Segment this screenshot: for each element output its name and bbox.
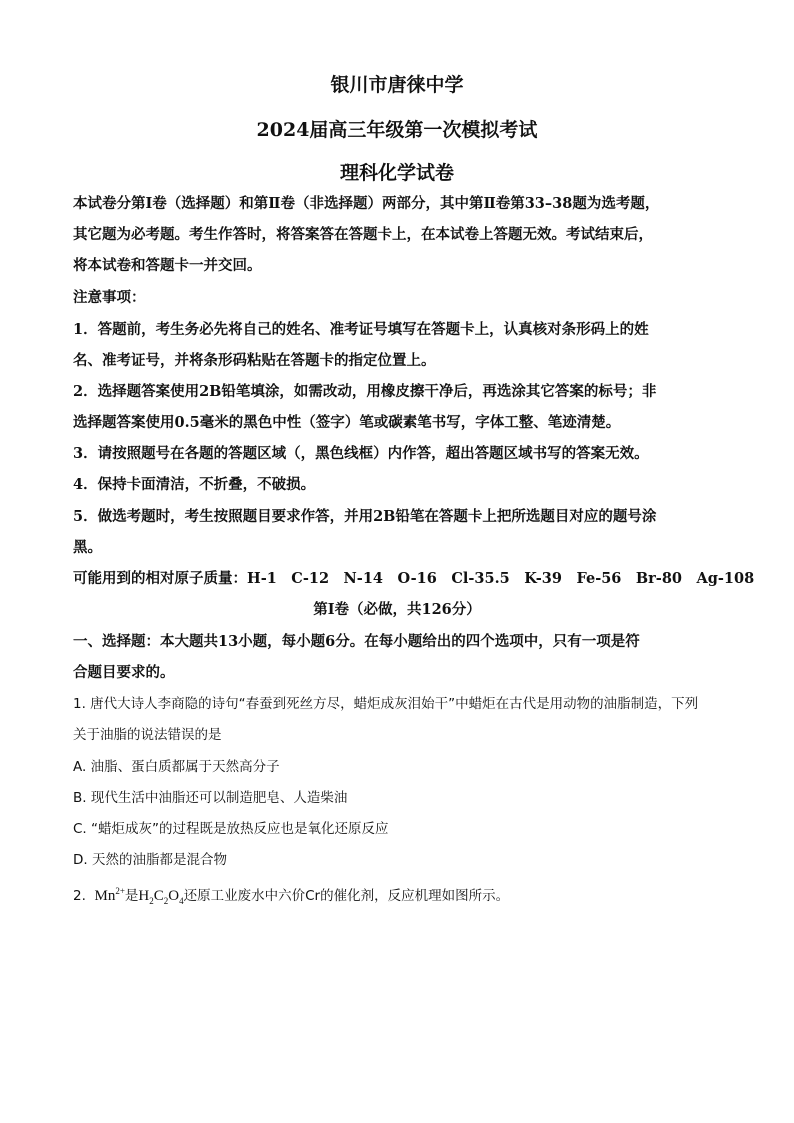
q1-stem: 1. 唐代大诗人李商隐的诗句“春蚕到死丝方尽，蜡炬成灰泪始干”中蜡炬在古代是用动物的油脂制造，下列 (73, 696, 699, 712)
section1-heading: 一、选择题：本大题共13小题，每小题6分。在每小题给出的四个选项中，只有一项是符 (73, 633, 640, 650)
school-title: 银川市唐徕中学 (330, 74, 464, 96)
notice-line: 名、准考证号，并将条形码粘贴在答题卡的指定位置上。 (73, 352, 436, 369)
q1-option-b: B. 现代生活中油脂还可以制造肥皂、人造柴油 (73, 790, 348, 806)
intro-line: 本试卷分第Ⅰ卷（选择题）和第Ⅱ卷（非选择题）两部分，其中第Ⅱ卷第33–38题为选考题， (73, 195, 660, 212)
oxalic-acid-formula: $H_2C_2O_4$ (138, 888, 184, 906)
intro-line: 其它题为必考题。考生作答时，将答案答在答题卡上，在本试卷上答题无效。考试结束后， (73, 226, 653, 243)
q1-option-d: D. 天然的油脂都是混合物 (73, 852, 227, 868)
q1-option-a: A. 油脂、蛋白质都属于天然高分子 (73, 759, 280, 775)
subject-title: 理科化学试卷 (339, 162, 454, 184)
notice-line: 黑。 (73, 539, 102, 556)
notice-line: 3．请按照题号在各题的答题区域（，黑色线框）内作答，超出答题区域书写的答案无效。 (73, 445, 649, 462)
part1-title: 第Ⅰ卷（必做，共126分） (313, 601, 481, 618)
atomic-masses: 可能用到的相对原子质量：H-1 C-12 N-14 O-16 Cl-35.5 K-39 Fe-56 Br-80 Ag-108 (73, 570, 755, 587)
notice-line: 4．保持卡面清洁，不折叠，不破损。 (73, 476, 316, 493)
exam-title: 2024届高三年级第一次模拟考试 (256, 119, 538, 141)
section1-heading: 合题目要求的。 (73, 664, 175, 681)
notice-line: 1．答题前，考生务必先将自己的姓名、准考证号填写在答题卡上，认真核对条形码上的姓 (73, 321, 649, 338)
notice-line: 2．选择题答案使用2B铅笔填涂，如需改动，用橡皮擦干净后，再选涂其它答案的标号；非 (73, 383, 657, 400)
q2-number: 2. (73, 888, 86, 904)
notice-line: 选择题答案使用0.5毫米的黑色中性（签字）笔或碳素笔书写，字体工整、笔迹清楚。 (73, 414, 621, 431)
notice-line: 5．做选考题时，考生按照题目要求作答，并用2B铅笔在答题卡上把所选题目对应的题号涂 (73, 508, 657, 525)
q1-stem: 关于油脂的说法错误的是 (73, 727, 222, 743)
manganese-ion: $Mn^{2+}$ (94, 886, 125, 904)
intro-line: 将本试卷和答题卡一并交回。 (73, 257, 262, 274)
notice-heading: 注意事项： (73, 289, 146, 306)
q1-option-c: C. “蜡炬成灰”的过程既是放热反应也是氧化还原反应 (73, 821, 389, 837)
q2-stem: 2. $Mn^{2+}$是$H_2C_2O_4$还原工业废水中六价Cr的催化剂，反应机理如图所示。 (73, 886, 510, 906)
